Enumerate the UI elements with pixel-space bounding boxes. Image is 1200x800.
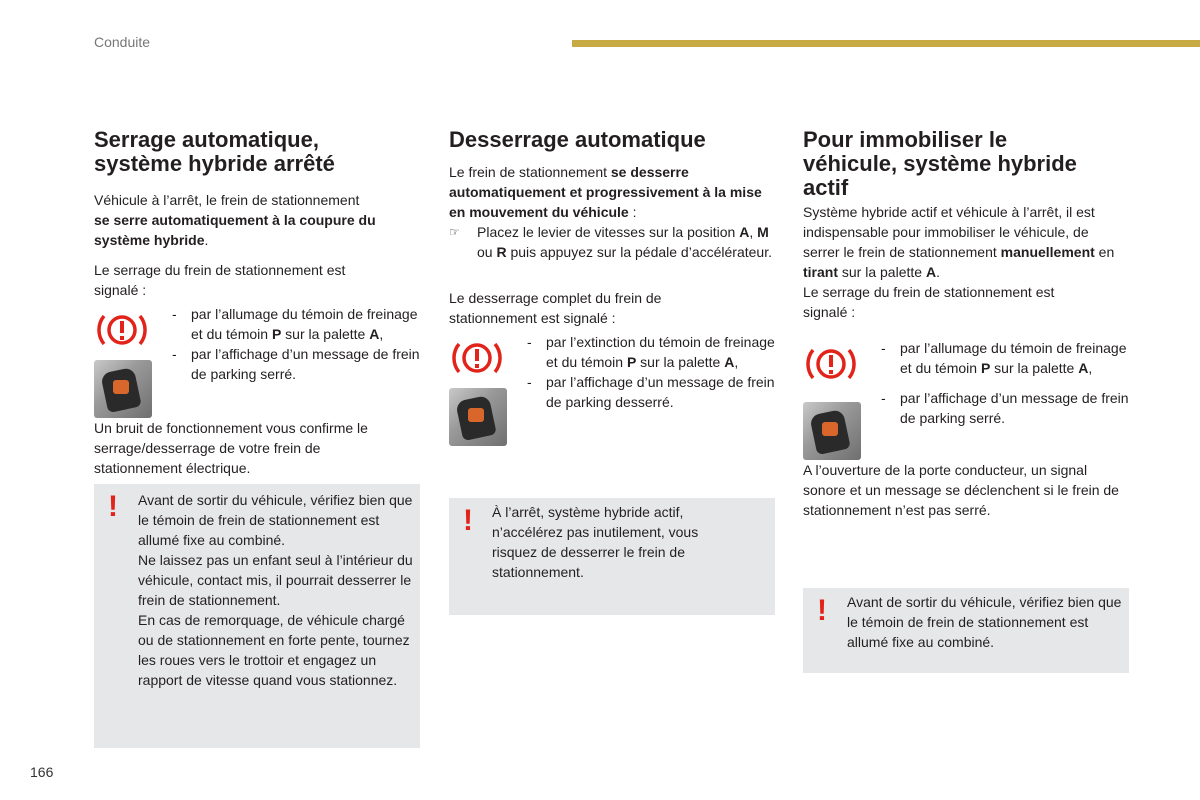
- list-item: - par l’allumage du témoin de freinage et du témoin P sur la palette A,: [172, 306, 418, 342]
- column-desserrage: [449, 128, 775, 412]
- paragraph: Véhicule à l’arrêt, le frein de stationnement se serre automatiquement à la coupure du système hybride.: [94, 192, 376, 248]
- paragraph: Un bruit de fonctionnement vous confirme le serrage/desserrage de votre frein de stationnement électrique.: [94, 420, 368, 476]
- paragraph: Le serrage du frein de stationnement est signalé :: [94, 262, 346, 298]
- hand-pointer-icon: ☞: [449, 225, 460, 239]
- signal-list: [94, 304, 420, 384]
- warning-exclamation-icon: !: [108, 490, 118, 523]
- paragraph: Le serrage du frein de stationnement est signalé :: [803, 284, 1055, 320]
- signal-list: [449, 332, 775, 412]
- list-item: - par l’affichage d’un message de frein de parking serré.: [881, 390, 1129, 426]
- page-number: 166: [30, 764, 54, 780]
- list-item: - par l’affichage d’un message de frein de parking serré.: [172, 346, 420, 382]
- column-serrage: [94, 128, 420, 478]
- section-label: Conduite: [94, 34, 151, 50]
- note-text: À l’arrêt, système hybride actif, n’accélérez pas inutilement, vous risquez de desserrer le frein de stationnement.: [492, 504, 699, 580]
- list-item: - par l’allumage du témoin de freinage et du témoin P sur la palette A,: [881, 340, 1127, 376]
- header-accent-bar: [572, 40, 1200, 47]
- paragraph: A l’ouverture de la porte conducteur, un signal sonore et un message se déclenchent si le frein de stationnement n’est pas serré.: [803, 462, 1119, 518]
- warning-exclamation-icon: !: [817, 594, 827, 627]
- paragraph: Système hybride actif et véhicule à l’arrêt, il est indispensable pour immobiliser le véhicule, de serrer le frein de stationnement manuellement en tirant sur la palette A.: [803, 204, 1115, 280]
- signal-list: [803, 338, 1129, 428]
- list-item: - par l’affichage d’un message de frein de parking desserré.: [527, 374, 775, 410]
- note-text: Avant de sortir du véhicule, vérifiez bien que le témoin de frein de stationnement est allumé fixe au combiné.: [847, 594, 1122, 650]
- paragraph: Le frein de stationnement se desserre automatiquement et progressivement à la mise en mouvement du véhicule :: [449, 164, 762, 220]
- list-item: ☞ Placez le levier de vitesses sur la position A, M ou R puis appuyez sur la pédale d’accélérateur.: [449, 224, 772, 260]
- warning-note: [449, 498, 775, 615]
- note-text: Avant de sortir du véhicule, vérifiez bien que le témoin de frein de stationnement est allumé fixe au combiné. Ne laissez pas un enfant seul à l’intérieur du véhicule, contact mis, il pourrait desserrer le frein de stationnement. En cas de remorquage, de véhicule chargé ou de stationnement en forte pente, tournez les roues vers le trottoir et engagez un rapport de vitesse quand vous stationnez.: [138, 492, 413, 688]
- section-title: Pour immobiliser le véhicule, système hybride actif: [803, 127, 1077, 200]
- column-immobiliser: [803, 128, 1129, 520]
- list-item: - par l’extinction du témoin de freinage et du témoin P sur la palette A,: [527, 334, 775, 370]
- warning-note: [803, 588, 1129, 673]
- section-title: Desserrage automatique: [449, 127, 706, 152]
- warning-exclamation-icon: !: [463, 504, 473, 537]
- warning-note: [94, 484, 420, 748]
- paragraph: Le desserrage complet du frein de stationnement est signalé :: [449, 290, 662, 326]
- section-title: Serrage automatique, système hybride arrêté: [94, 127, 335, 176]
